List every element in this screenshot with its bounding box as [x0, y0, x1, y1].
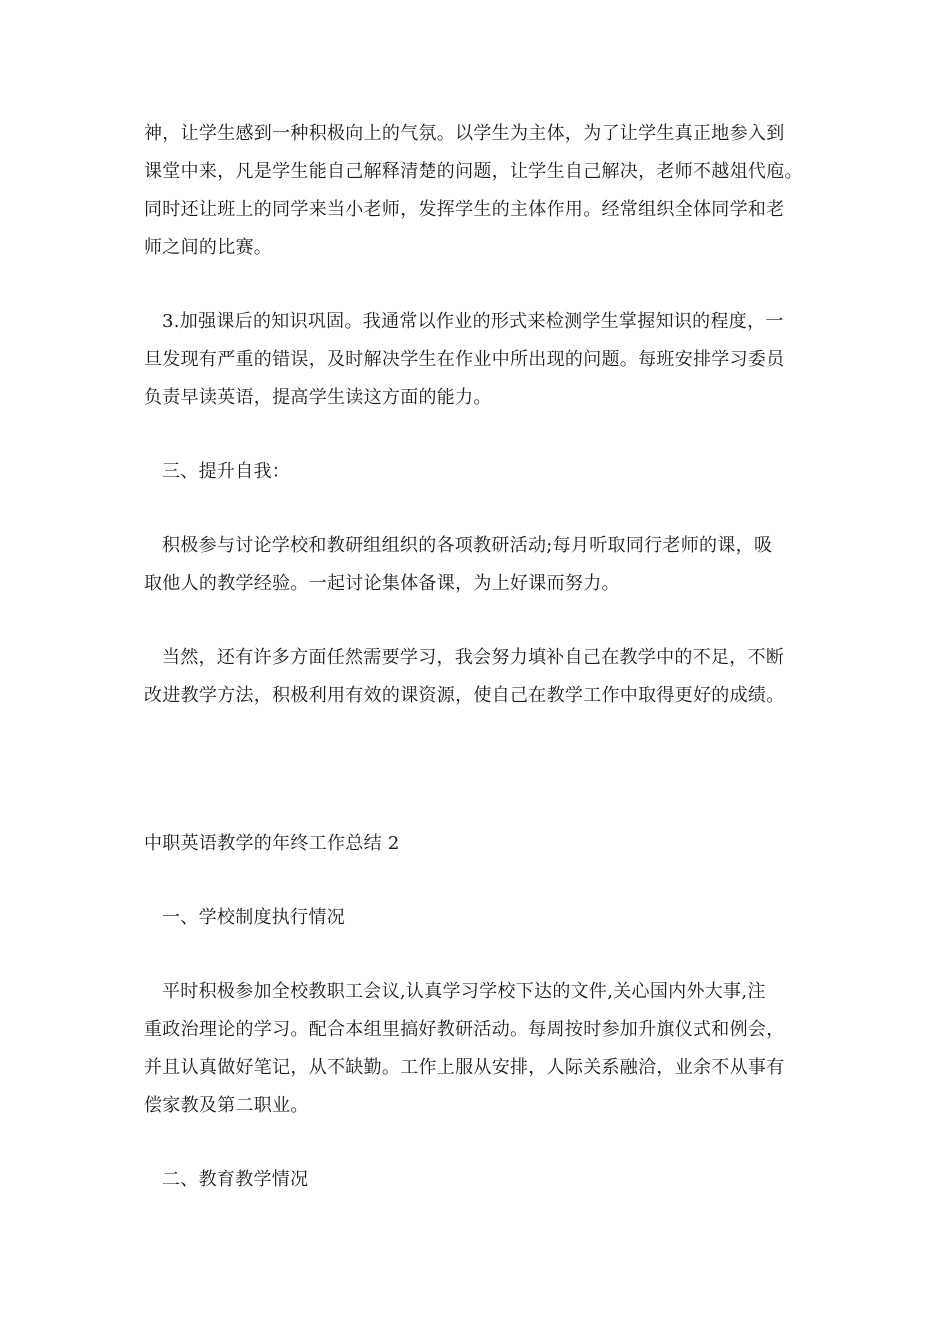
text-line: 同时还让班上的同学来当小老师，发挥学生的主体作用。经常组织全体同学和老 — [144, 199, 785, 220]
text-line: 改进教学方法，积极利用有效的课资源，使自己在教学工作中取得更好的成绩。 — [144, 685, 785, 706]
text-line: 取他人的教学经验。一起讨论集体备课，为上好课而努力。 — [144, 573, 620, 594]
section-heading-school-rules: 一、学校制度执行情况 — [162, 907, 345, 928]
text-line: 旦发现有严重的错误，及时解决学生在作业中所出现的问题。每班安排学习委员 — [144, 349, 785, 370]
text-line: 课堂中来，凡是学生能自己解释清楚的问题，让学生自己解决，老师不越俎代庖。 — [144, 161, 803, 182]
text-line: 负责早读英语，提高学生读这方面的能力。 — [144, 387, 492, 408]
section-heading-teaching: 二、教育教学情况 — [162, 1169, 309, 1190]
text-line: 神，让学生感到一种积极向上的气氛。以学生为主体，为了让学生真正地参入到 — [144, 123, 785, 144]
text-line: 3.加强课后的知识巩固。我通常以作业的形式来检测学生掌握知识的程度，一 — [162, 311, 784, 332]
text-line: 重政治理论的学习。配合本组里搞好教研活动。每周按时参加升旗仪式和例会， — [144, 1019, 785, 1040]
text-line: 并且认真做好笔记，从不缺勤。工作上服从安排，人际关系融洽，业余不从事有 — [144, 1057, 785, 1078]
section-heading-improve-self: 三、提升自我： — [162, 461, 291, 482]
text-line: 师之间的比赛。 — [144, 237, 273, 258]
text-line: 平时积极参加全校教职工会议,认真学习学校下达的文件,关心国内外大事,注 — [162, 981, 766, 1002]
document-title: 中职英语教学的年终工作总结 2 — [144, 833, 400, 854]
text-line: 当然，还有许多方面任然需要学习，我会努力填补自己在教学中的不足，不断 — [162, 647, 785, 668]
text-line: 积极参与讨论学校和教研组组织的各项教研活动;每月听取同行老师的课，吸 — [162, 535, 773, 556]
text-line: 偿家教及第二职业。 — [144, 1095, 309, 1116]
